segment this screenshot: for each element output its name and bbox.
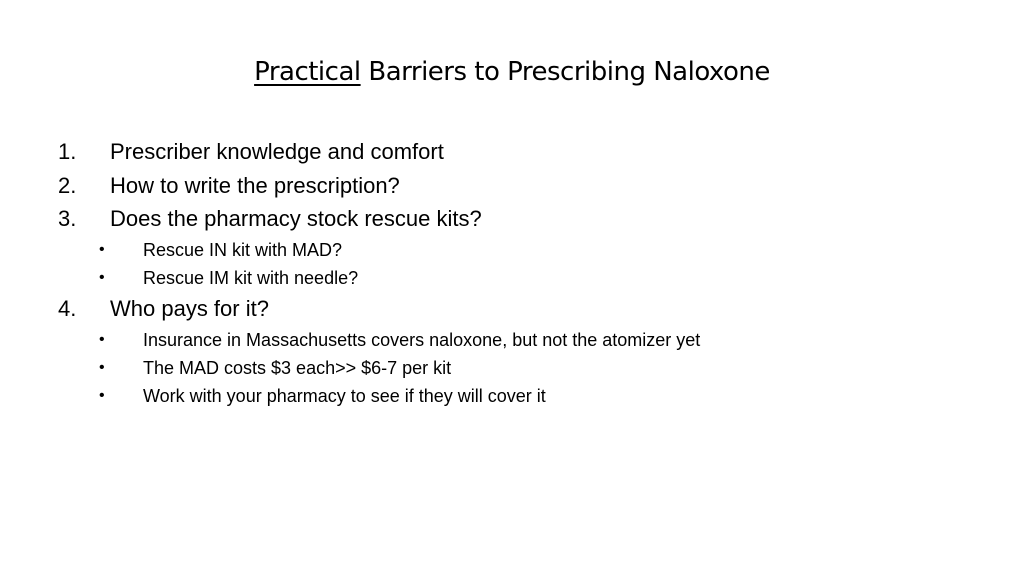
list-number: 3.: [58, 206, 77, 231]
list-item-text: Who pays for it?: [110, 296, 269, 321]
list-item-text: How to write the prescription?: [110, 173, 400, 198]
sub-list-item-text: The MAD costs $3 each>> $6-7 per kit: [143, 358, 452, 378]
title-underlined-word: Practical: [254, 57, 361, 87]
sub-list-item-text: Rescue IN kit with MAD?: [143, 240, 343, 260]
bullet-icon: •: [99, 269, 105, 286]
list-number: 2.: [58, 173, 77, 198]
sub-list-item-text: Insurance in Massachusetts covers naloxone, but not the atomizer yet: [143, 330, 701, 350]
list-number: 1.: [58, 139, 77, 164]
bullet-icon: •: [99, 387, 105, 404]
title-rest: Barriers to Prescribing Naloxone: [360, 57, 770, 87]
list-item-text: Does the pharmacy stock rescue kits?: [110, 206, 482, 231]
sub-list-item-text: Rescue IM kit with needle?: [143, 268, 359, 288]
sub-list-item-text: Work with your pharmacy to see if they will cover it: [143, 386, 546, 406]
list-item-text: Prescriber knowledge and comfort: [110, 139, 444, 164]
list-number: 4.: [58, 296, 77, 321]
bullet-icon: •: [99, 359, 105, 376]
bullet-icon: •: [99, 331, 105, 348]
bullet-icon: •: [99, 241, 105, 258]
